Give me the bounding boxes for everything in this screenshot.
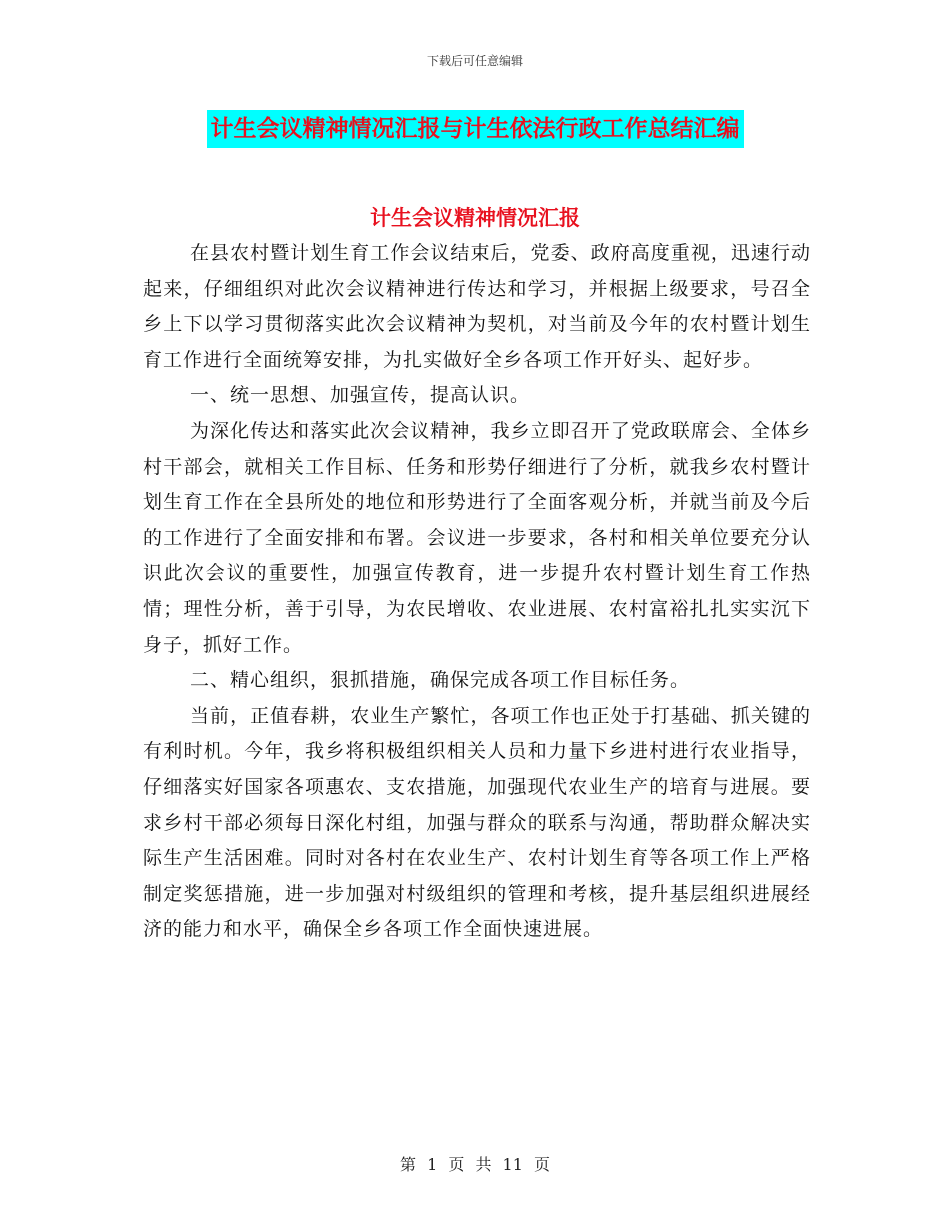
document-body bbox=[143, 224, 811, 948]
page-footer-pagination: 第 1 页 共 11 页 bbox=[400, 1155, 550, 1174]
paragraph-section-one: 为深化传达和落实此次会议精神，我乡立即召开了党政联席会、全体乡村干部会，就相关工作目标、任务和形势仔细进行了分析，就我乡农村暨计划生育工作在全县所处的地位和形势进行了全面客观分析，并就当前及今后的工作进行了全面安排和布署。会议进一步要求，各村和相关单位要充分认识此次会议的重要性，加强宣传教育，进一步提升农村暨计划生育工作热情；理性分析，善于引导，为农民增收、农业进展、农村富裕扎扎实实沉下身子，抓好工作。 bbox=[143, 419, 811, 656]
main-title: 计生会议精神情况汇报与计生依法行政工作总结汇编 bbox=[207, 110, 744, 148]
section-title: 计生会议精神情况汇报 bbox=[370, 206, 580, 230]
page-header-note: 下载后可任意编辑 bbox=[426, 54, 523, 68]
heading-section-two: 二、精心组织，狠抓措施，确保完成各项工作目标任务。 bbox=[190, 669, 691, 692]
paragraph-section-two: 当前，正值春耕，农业生产繁忙，各项工作也正处于打基础、抓关键的有利时机。今年，我乡将积极组织相关人员和力量下乡进村进行农业指导，仔细落实好国家各项惠农、支农措施，加强现代农业生产的培育与进展。要求乡村干部必须每日深化村组，加强与群众的联系与沟通，帮助群众解决实际生产生活困难。同时对各村在农业生产、农村计划生育等各项工作上严格制定奖惩措施，进一步加强对村级组织的管理和考核，提升基层组织进展经济的能力和水平，确保全乡各项工作全面快速进展。 bbox=[143, 704, 811, 941]
main-title-container bbox=[0, 110, 950, 148]
paragraph-intro: 在县农村暨计划生育工作会议结束后，党委、政府高度重视，迅速行动起来，仔细组织对此次会议精神进行传达和学习，并根据上级要求，号召全乡上下以学习贯彻落实此次会议精神为契机，对当前及今年的农村暨计划生育工作进行全面统筹安排，为扎实做好全乡各项工作开好头、起好步。 bbox=[143, 242, 811, 371]
heading-section-one: 一、统一思想、加强宣传，提高认识。 bbox=[190, 384, 531, 407]
